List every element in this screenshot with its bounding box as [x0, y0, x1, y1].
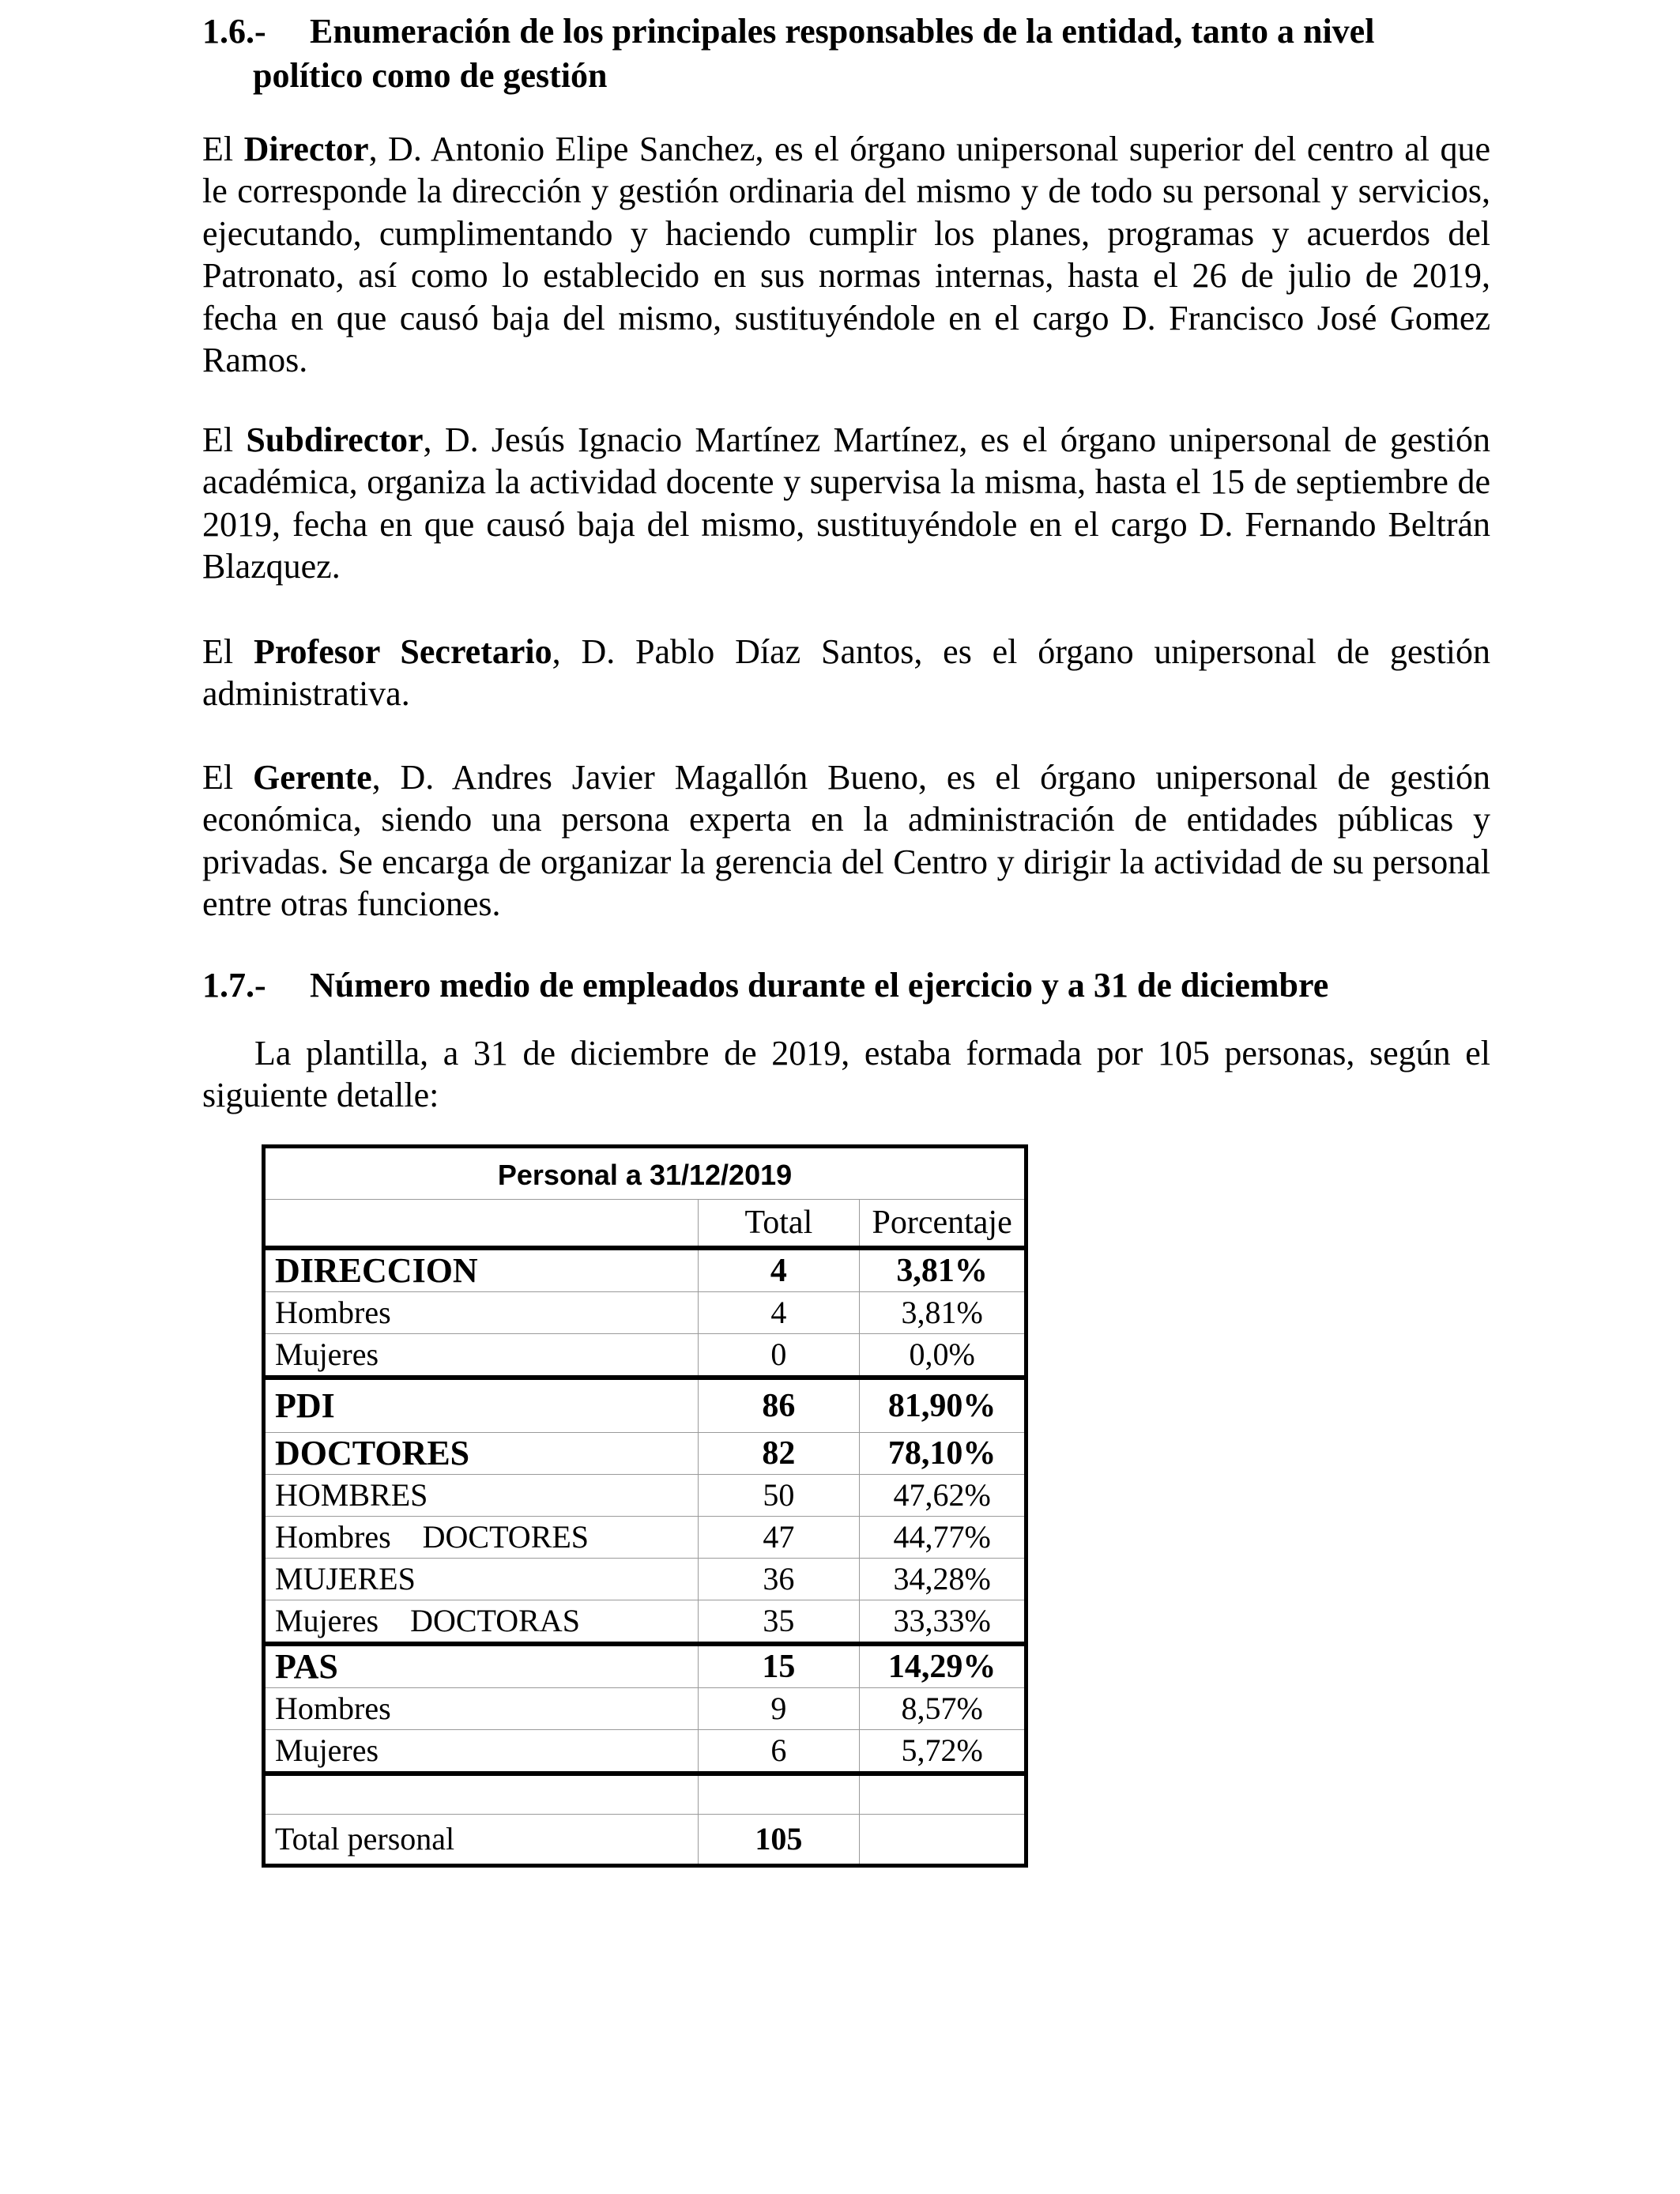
row-label-part-a: Hombres	[275, 1519, 391, 1555]
header-percentage: Porcentaje	[860, 1200, 1026, 1249]
paragraph-prefix: El	[202, 130, 244, 168]
row-percentage: 14,29%	[860, 1644, 1026, 1688]
total-value: 105	[698, 1815, 860, 1866]
paragraph-text: , D. Antonio Elipe Sanchez, es el órgano unipersonal superior del centro al que le corresponde la dirección y gestión ordinaria del mismo y de todo su personal y servicios, ejecutando, cumplimentando y haciendo cumplir los planes, programas y acuerdos del Patronato, así como lo establecido en sus normas internas, hasta el 26 de julio de 2019, fecha en que causó baja del mismo, sustituyéndole en el cargo D. Francisco José Gomez Ramos.	[202, 130, 1490, 380]
total-label: Total personal	[264, 1815, 699, 1866]
section-title-line2: político como de gestión	[253, 56, 608, 95]
paragraph-text: , D. Pablo Díaz Santos, es el órgano unipersonal de gestión administrativa.	[202, 632, 1490, 714]
table-row	[264, 1378, 1026, 1433]
table-row	[264, 1475, 1026, 1517]
table-row	[264, 1559, 1026, 1600]
secretario-paragraph	[202, 631, 1490, 715]
row-percentage: 47,62%	[860, 1475, 1026, 1517]
row-percentage: 3,81%	[860, 1292, 1026, 1334]
row-total: 35	[698, 1600, 860, 1645]
row-label	[264, 1600, 699, 1645]
role-secretario: Profesor Secretario	[253, 632, 552, 671]
staff-intro-paragraph: La plantilla, a 31 de diciembre de 2019, estaba formada por 105 personas, según el siguiente detalle:	[202, 1034, 1490, 1115]
section-1-6-heading	[202, 9, 1490, 101]
role-gerente: Gerente	[252, 758, 372, 797]
row-label	[264, 1517, 699, 1559]
row-label: Mujeres	[264, 1730, 699, 1774]
table-header-row	[264, 1200, 1026, 1249]
section-number: 1.7.-	[202, 966, 266, 1005]
row-label: PAS	[264, 1644, 699, 1688]
table-title: Personal a 31/12/2019	[264, 1147, 1026, 1200]
row-label: MUJERES	[264, 1559, 699, 1600]
row-label-part-b: DOCTORES	[422, 1519, 590, 1555]
table-title-row	[264, 1147, 1026, 1200]
row-label: DOCTORES	[264, 1433, 699, 1475]
row-percentage: 0,0%	[860, 1334, 1026, 1378]
row-label-part-a: Mujeres	[275, 1603, 379, 1638]
table-row	[264, 1600, 1026, 1645]
row-percentage: 5,72%	[860, 1730, 1026, 1774]
row-percentage: 44,77%	[860, 1517, 1026, 1559]
row-percentage: 78,10%	[860, 1433, 1026, 1475]
role-director: Director	[243, 130, 369, 168]
role-subdirector: Subdirector	[246, 420, 424, 459]
row-label: DIRECCION	[264, 1248, 699, 1292]
row-total: 82	[698, 1433, 860, 1475]
row-label: Mujeres	[264, 1334, 699, 1378]
director-paragraph	[202, 128, 1490, 381]
paragraph-prefix: El	[202, 420, 247, 459]
section-title-line1: Enumeración de los principales responsables de la entidad, tanto a nivel	[310, 12, 1375, 51]
table-row	[264, 1248, 1026, 1292]
table-row	[264, 1688, 1026, 1730]
table-row	[264, 1517, 1026, 1559]
row-total: 4	[698, 1248, 860, 1292]
row-total: 6	[698, 1730, 860, 1774]
row-total: 15	[698, 1644, 860, 1688]
row-total: 0	[698, 1334, 860, 1378]
row-percentage: 81,90%	[860, 1378, 1026, 1433]
table-total-row	[264, 1815, 1026, 1866]
row-label: PDI	[264, 1378, 699, 1433]
table-row	[264, 1433, 1026, 1475]
paragraph-prefix: El	[202, 758, 253, 797]
row-percentage: 34,28%	[860, 1559, 1026, 1600]
row-total: 47	[698, 1517, 860, 1559]
row-label: Hombres	[264, 1292, 699, 1334]
section-title: Número medio de empleados durante el ejercicio y a 31 de diciembre	[310, 966, 1329, 1005]
section-number: 1.6.-	[202, 12, 266, 51]
table-row	[264, 1644, 1026, 1688]
row-percentage: 3,81%	[860, 1248, 1026, 1292]
row-total: 36	[698, 1559, 860, 1600]
section-1-7-heading	[202, 963, 1490, 1011]
paragraph-text: , D. Andres Javier Magallón Bueno, es el órgano unipersonal de gestión económica, siendo una persona experta en la administración de entidades públicas y privadas. Se encarga de organizar la gerencia del Centro y dirigir la actividad de su personal entre otras funciones.	[202, 758, 1490, 924]
section-title	[310, 9, 1490, 54]
row-label: HOMBRES	[264, 1475, 699, 1517]
paragraph-prefix: El	[202, 632, 254, 671]
row-total: 9	[698, 1688, 860, 1730]
subdirector-paragraph	[202, 419, 1490, 588]
row-total: 50	[698, 1475, 860, 1517]
row-percentage: 8,57%	[860, 1688, 1026, 1730]
row-label: Hombres	[264, 1688, 699, 1730]
row-total: 4	[698, 1292, 860, 1334]
table-row	[264, 1292, 1026, 1334]
header-total: Total	[698, 1200, 860, 1249]
staff-table	[262, 1144, 1028, 1868]
table-row	[264, 1334, 1026, 1378]
row-label-part-b: DOCTORAS	[410, 1603, 580, 1638]
paragraph-text: , D. Jesús Ignacio Martínez Martínez, es el órgano unipersonal de gestión académica, organiza la actividad docente y supervisa la misma, hasta el 15 de septiembre de 2019, fecha en que causó baja del mismo, sustituyéndole en el cargo D. Fernando Beltrán Blazquez.	[202, 420, 1490, 586]
gerente-paragraph	[202, 756, 1490, 925]
row-total: 86	[698, 1378, 860, 1433]
table-row	[264, 1730, 1026, 1774]
row-percentage: 33,33%	[860, 1600, 1026, 1645]
table-blank-row	[264, 1774, 1026, 1815]
header-label	[264, 1200, 699, 1249]
